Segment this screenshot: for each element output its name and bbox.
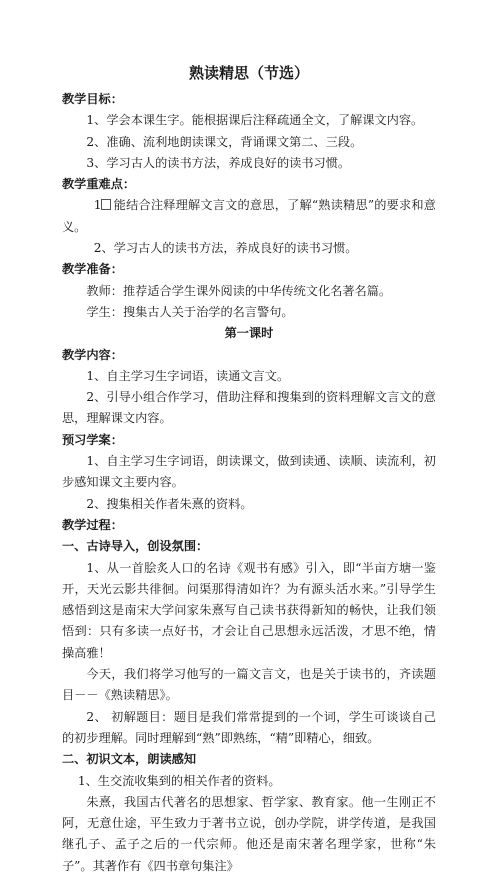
step1-paragraph: 今天，我们将学习他写的一篇文言文，也是关于读书的，齐读题目－－《熟读精思》。 [62, 667, 436, 703]
key-points-heading: 教学重难点： [62, 177, 136, 192]
key-point-item: 2、学习古人的读书方法，养成良好的读书习惯。 [93, 241, 358, 256]
content-item: 1、自主学习生字词语，读通文言文。 [86, 368, 290, 383]
content-heading: 教学内容： [62, 347, 123, 362]
step1-heading: 一、古诗导入，创设氛围： [62, 539, 209, 554]
step2-paragraph: 1、生交流收集到的相关作者的资料。 [77, 773, 281, 788]
lesson-title: 第一课时 [224, 326, 274, 341]
goal-item: 1、学会本课生字。能根据课后注释疏通全文，了解课文内容。 [86, 113, 424, 128]
preview-item: 2、搜集相关作者朱熹的资料。 [86, 496, 253, 511]
preview-item: 1、自主学习生字词语，朗读课文，做到读通、读顺、读流利，初步感知课文主要内容。 [62, 454, 436, 490]
step1-paragraph: 2、 初解题目：题目是我们常常提到的一个词，学生可谈谈自己的初步理解。同时理解到“熟”即熟练，“精”即精心，细致。 [62, 709, 436, 745]
content-item: 2、引导小组合作学习，借助注释和搜集到的资料理解文言文的意思，理解课文内容。 [62, 390, 436, 426]
key-point-number: 1 [93, 198, 102, 213]
prep-item: 学生：搜集古人关于治学的名言警句。 [86, 304, 294, 319]
prep-item: 教师：推荐适合学生课外阅读的中华传统文化名著名篇。 [86, 283, 392, 298]
step2-heading: 二、初识文本，朗读感知 [62, 752, 197, 767]
goal-item: 3、学习古人的读书方法，养成良好的读书习惯。 [86, 155, 351, 170]
document-title: 熟读精思（节选） [188, 64, 309, 82]
step2-paragraph: 朱熹，我国古代著名的思想家、哲学家、教育家。他一生刚正不阿，无意仕途，平生致力于著书立说，创办学院，讲学传道，是我国继孔子、孟子之后的一代宗师。他还是南宋著名理学家，世称“朱子”。其著作有《四书章句集注》 [62, 794, 436, 873]
checkbox-glyph-icon [101, 199, 111, 210]
process-heading: 教学过程： [62, 517, 123, 532]
step1-paragraph: 1、从一首脍炙人口的名诗《观书有感》引入，即“半亩方塘一鉴开，天光云影共徘徊。问渠那得清如许？为有源头活水来。”引导学生感悟到这是南宋大学问家朱熹写自己读书获得新知的畅快，让我们领悟到：只有多读一点好书，才会让自己思想永远活泼，才思不绝，情操高雅！ [62, 560, 436, 660]
prep-heading: 教学准备： [62, 262, 123, 277]
goal-item: 2、准确、流利地朗读课文，背诵课文第二、三段。 [86, 134, 363, 149]
key-point-text: 能结合注释理解文言文的意思，了解“熟读精思”的要求和意义。 [62, 198, 436, 234]
preview-heading: 预习学案： [62, 432, 123, 447]
key-point-item [62, 195, 436, 238]
goals-heading: 教学目标： [62, 92, 123, 106]
